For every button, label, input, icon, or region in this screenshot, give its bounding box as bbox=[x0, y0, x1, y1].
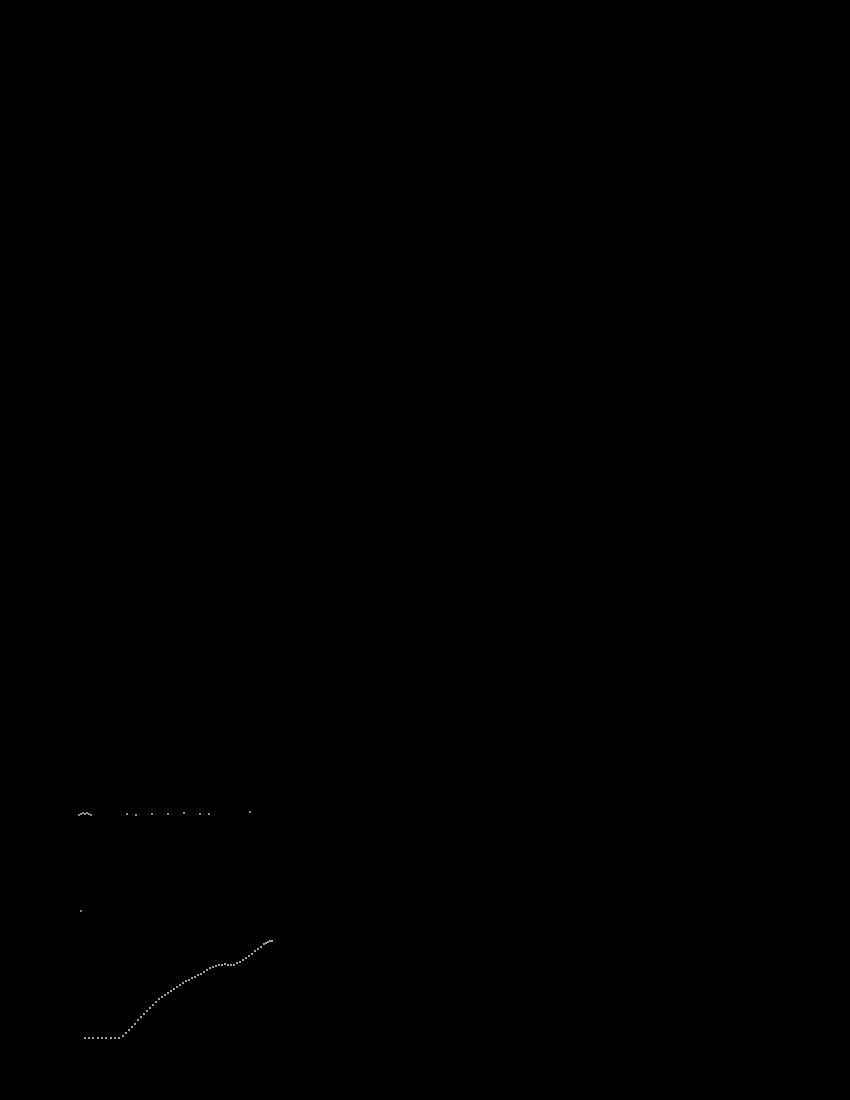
top-row-markers-point bbox=[208, 813, 210, 815]
rising-curve-markers-point bbox=[212, 966, 214, 968]
rising-curve-markers-point bbox=[158, 998, 160, 1000]
rising-curve-markers-point bbox=[170, 990, 172, 992]
top-row-markers-point bbox=[126, 813, 128, 815]
rising-curve-markers-point bbox=[118, 1037, 120, 1039]
rising-curve-markers-point bbox=[224, 963, 226, 965]
rising-curve-markers-point bbox=[206, 969, 208, 971]
top-row-markers-point bbox=[86, 812, 88, 814]
rising-curve-markers-point bbox=[233, 964, 235, 966]
rising-curve-markers-point bbox=[265, 942, 267, 944]
top-row-markers-point bbox=[151, 813, 153, 815]
rising-curve-markers-point bbox=[221, 964, 223, 966]
rising-curve-markers-point bbox=[185, 980, 187, 982]
rising-curve-markers-point bbox=[236, 962, 238, 964]
rising-curve-markers-point bbox=[242, 959, 244, 961]
rising-curve-markers-point bbox=[248, 955, 250, 957]
top-row-markers-point bbox=[80, 813, 82, 815]
top-row-markers-point bbox=[183, 812, 185, 814]
rising-curve-markers-point bbox=[197, 974, 199, 976]
rising-curve-markers-point bbox=[254, 950, 256, 952]
rising-curve-markers-point bbox=[125, 1032, 127, 1034]
isolated-marker-point bbox=[80, 910, 82, 912]
rising-curve-markers-point bbox=[260, 946, 262, 948]
rising-curve-markers-point bbox=[146, 1010, 148, 1012]
rising-curve-markers-point bbox=[203, 971, 205, 973]
rising-curve-markers-point bbox=[267, 941, 269, 943]
rising-curve-markers-point bbox=[140, 1016, 142, 1018]
top-row-markers-point bbox=[82, 812, 84, 814]
rising-curve-markers-point bbox=[134, 1023, 136, 1025]
rising-curve-markers-point bbox=[128, 1029, 130, 1031]
rising-curve-markers-point bbox=[257, 948, 259, 950]
rising-curve-markers-point bbox=[122, 1035, 124, 1037]
rising-curve-markers-point bbox=[209, 967, 211, 969]
rising-curve-markers-point bbox=[143, 1013, 145, 1015]
rising-curve-markers-point bbox=[173, 988, 175, 990]
rising-curve-markers-point bbox=[218, 964, 220, 966]
rising-curve-markers-point bbox=[92, 1037, 94, 1039]
top-row-markers-point bbox=[249, 811, 251, 813]
rising-curve-markers-point bbox=[269, 940, 271, 942]
rising-curve-markers-point bbox=[97, 1037, 99, 1039]
rising-curve-markers-point bbox=[239, 961, 241, 963]
rising-curve-markers-point bbox=[161, 996, 163, 998]
rising-curve-markers-point bbox=[263, 943, 265, 945]
rising-curve-markers-point bbox=[271, 940, 273, 942]
rising-curve-markers-point bbox=[137, 1019, 139, 1021]
top-row-markers-point bbox=[88, 813, 90, 815]
rising-curve-markers-point bbox=[230, 964, 232, 966]
top-row-markers-point bbox=[78, 814, 80, 816]
rising-curve-markers-point bbox=[191, 977, 193, 979]
rising-curve-markers-point bbox=[149, 1007, 151, 1009]
rising-curve-markers-point bbox=[164, 994, 166, 996]
rising-curve-markers-point bbox=[176, 986, 178, 988]
rising-curve-markers-point bbox=[227, 964, 229, 966]
top-row-markers-point bbox=[135, 814, 137, 816]
rising-curve-markers-point bbox=[251, 953, 253, 955]
rising-curve-markers-point bbox=[155, 1001, 157, 1003]
rising-curve-markers-point bbox=[88, 1037, 90, 1039]
rising-curve-markers-point bbox=[188, 979, 190, 981]
rising-curve-markers-point bbox=[110, 1037, 112, 1039]
top-row-markers-point bbox=[167, 813, 169, 815]
rising-curve-markers-point bbox=[200, 973, 202, 975]
rising-curve-markers-point bbox=[152, 1004, 154, 1006]
rising-curve-markers-point bbox=[101, 1037, 103, 1039]
rising-curve-markers-point bbox=[84, 1037, 86, 1039]
top-row-markers-point bbox=[84, 813, 86, 815]
top-row-markers-point bbox=[199, 813, 201, 815]
rising-curve-markers-point bbox=[182, 982, 184, 984]
rising-curve-markers-point bbox=[167, 992, 169, 994]
rising-curve-markers-point bbox=[215, 965, 217, 967]
top-row-markers-point bbox=[90, 814, 92, 816]
rising-curve-markers-point bbox=[194, 976, 196, 978]
rising-curve-markers-point bbox=[245, 957, 247, 959]
rising-curve-markers-point bbox=[105, 1037, 107, 1039]
rising-curve-markers-point bbox=[114, 1037, 116, 1039]
rising-curve-markers-point bbox=[179, 984, 181, 986]
rising-curve-markers-point bbox=[131, 1026, 133, 1028]
